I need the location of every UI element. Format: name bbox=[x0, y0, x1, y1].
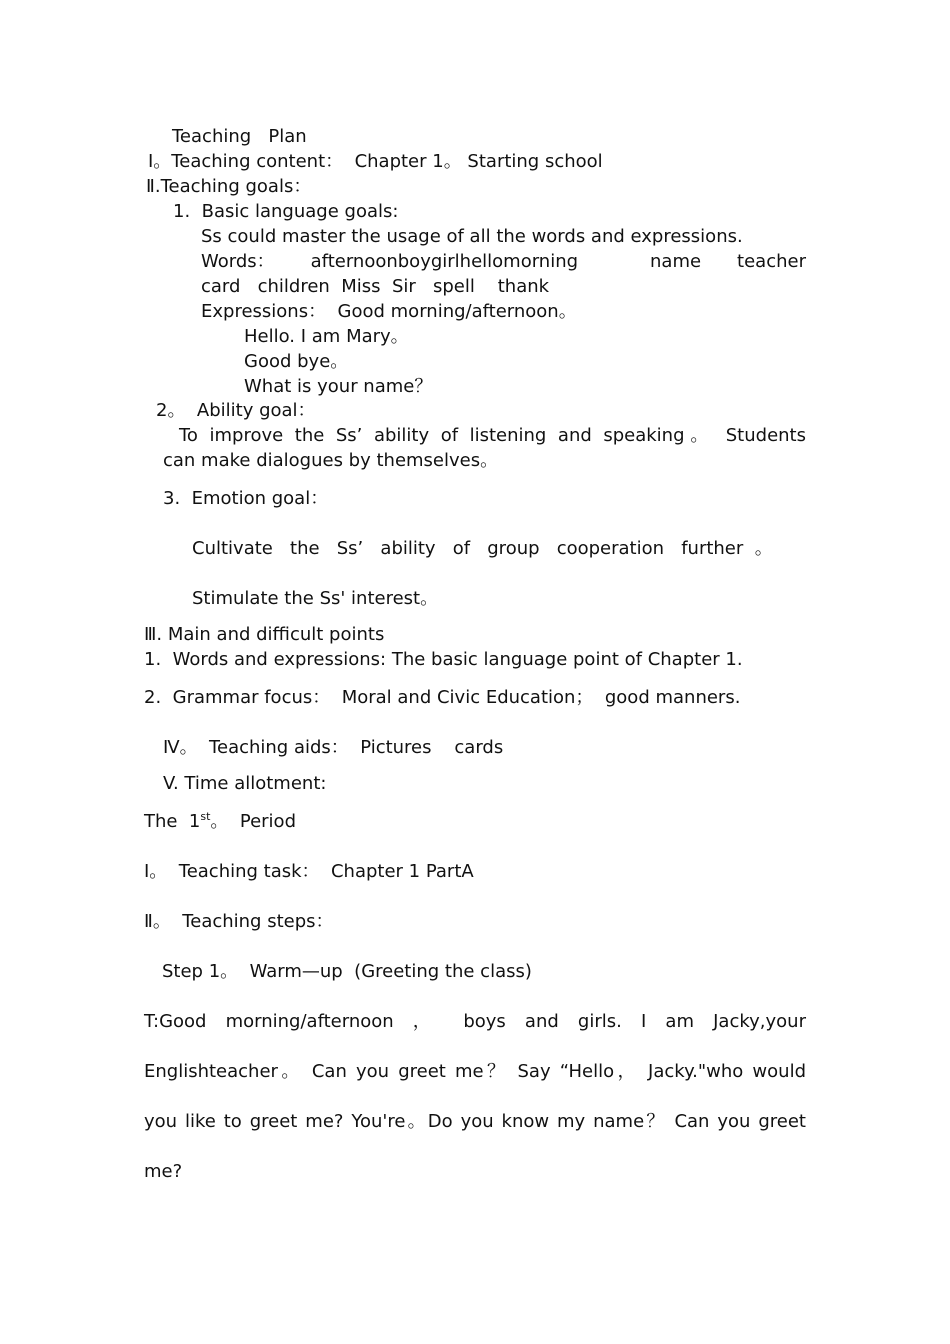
words-list: afternoonboygirlhellomorning bbox=[310, 251, 579, 272]
goal-ability-heading: 2。 Ability goal： bbox=[156, 400, 316, 421]
words-label: Words： bbox=[201, 251, 275, 272]
dialogue-line-2: Englishteacher。 Can you greet me？ Say “Hello， Jacky."who would bbox=[144, 1061, 806, 1082]
document-title: Teaching Plan bbox=[172, 126, 307, 147]
words-row-2: card children Miss Sir spell thank bbox=[201, 276, 550, 297]
teaching-steps: Ⅱ。 Teaching steps： bbox=[144, 911, 334, 932]
goal-basic-language-heading: 1. Basic language goals: bbox=[173, 201, 399, 222]
period-prefix: The 1 bbox=[144, 811, 201, 832]
step-1-heading: Step 1。 Warm—up (Greeting the class) bbox=[162, 961, 532, 982]
word-name: name bbox=[650, 251, 702, 272]
period-ordinal: st bbox=[200, 810, 211, 823]
expression-item: Good bye。 bbox=[244, 351, 349, 372]
section-teaching-goals: Ⅱ.Teaching goals： bbox=[146, 176, 312, 197]
dialogue-line-1: T:Good morning/afternoon ， boys and girls. I am Jacky,your bbox=[144, 1011, 806, 1032]
dialogue-line-4: me? bbox=[144, 1161, 183, 1182]
section-teaching-content: Ⅰ。Teaching content： Chapter 1。 Starting school bbox=[148, 151, 603, 172]
section-main-points: Ⅲ. Main and difficult points bbox=[144, 624, 385, 645]
goal-ability-text: To improve the Ss’ ability of listening and speaking。 Students bbox=[179, 425, 806, 446]
section-time-allotment: V. Time allotment: bbox=[163, 773, 327, 794]
goal-ability-text-2: can make dialogues by themselves。 bbox=[163, 450, 499, 471]
expression-item: What is your name？ bbox=[244, 376, 433, 397]
period-heading bbox=[144, 811, 296, 833]
word-teacher: teacher bbox=[737, 251, 806, 272]
goal-emotion-text-2: Stimulate the Ss' interest。 bbox=[192, 588, 439, 609]
dialogue-line-3: you like to greet me? You're。Do you know my name？ Can you greet bbox=[144, 1111, 806, 1132]
section-teaching-aids: Ⅳ。 Teaching aids： Pictures cards bbox=[163, 737, 504, 758]
expressions-heading: Expressions： Good morning/afternoon。 bbox=[201, 301, 577, 322]
teaching-task: Ⅰ。 Teaching task： Chapter 1 PartA bbox=[144, 861, 474, 882]
expression-item: Hello. I am Mary。 bbox=[244, 326, 409, 347]
period-suffix: 。 Period bbox=[210, 811, 296, 832]
main-point-item: 2. Grammar focus： Moral and Civic Education； good manners. bbox=[144, 687, 741, 708]
goal-emotion-heading: 3. Emotion goal： bbox=[163, 488, 329, 509]
main-point-item: 1. Words and expressions: The basic language point of Chapter 1. bbox=[144, 649, 743, 670]
words-row bbox=[201, 251, 806, 273]
goal-emotion-text-1: Cultivate the Ss’ ability of group cooperation further 。 bbox=[192, 538, 773, 559]
goal-basic-language-text: Ss could master the usage of all the words and expressions. bbox=[201, 226, 743, 247]
